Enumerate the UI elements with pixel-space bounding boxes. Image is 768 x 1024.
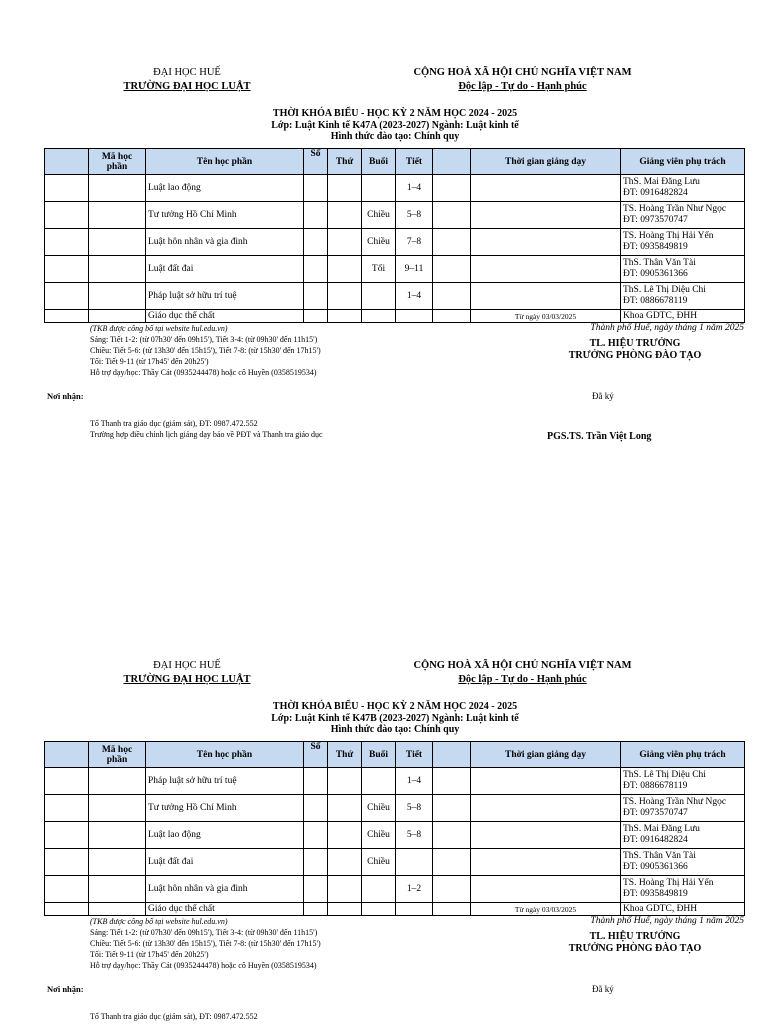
table-cell — [304, 876, 328, 903]
training-form: Hình thức đào tạo: Chính quy — [330, 131, 460, 142]
table-cell: Luật hôn nhân và gia đình — [146, 229, 304, 256]
table-cell: 1–4 — [396, 175, 433, 202]
column-header: Tên học phần — [146, 742, 304, 768]
table-cell — [45, 903, 89, 916]
lecturer-name: TS. Hoàng Trần Như Ngọc — [623, 797, 727, 807]
note-toi: Tối: Tiết 9-11 (từ 17h45' đến 20h25') — [90, 950, 209, 959]
header-right — [390, 659, 655, 687]
table-cell — [471, 256, 621, 283]
lecturer-name: ThS. Thân Văn Tài — [623, 258, 696, 268]
table-cell — [328, 849, 362, 876]
note-chieu: Chiều: Tiết 5-6: (từ 13h30' đến 15h15'), Tiết 7-8: (từ 15h30' đến 17h15') — [90, 939, 321, 948]
sign-tl: TL. HIỆU TRƯỞNG — [589, 931, 681, 942]
table-cell — [621, 256, 745, 283]
table-cell: Tư tưởng Hồ Chí Minh — [146, 795, 304, 822]
table-cell — [328, 822, 362, 849]
table-cell — [328, 310, 362, 323]
table-row — [45, 768, 745, 795]
university-name: ĐẠI HỌC HUẾ — [153, 660, 221, 671]
column-header: Tiết — [396, 149, 433, 175]
column-header: Thứ — [328, 742, 362, 768]
notes — [90, 916, 470, 971]
table-cell — [304, 822, 328, 849]
sign-tl: TL. HIỆU TRƯỞNG — [589, 338, 681, 349]
table-cell: Luật đất đai — [146, 256, 304, 283]
table-cell — [89, 256, 146, 283]
table-cell: Từ ngày 03/03/2025 — [471, 310, 621, 323]
table-body — [45, 768, 745, 916]
table-cell — [45, 229, 89, 256]
table-cell: 7–8 — [396, 229, 433, 256]
lecturer-phone: ĐT: 0916482824 — [623, 188, 688, 198]
table-cell — [89, 903, 146, 916]
note-thanhtra: Tổ Thanh tra giáo dục (giám sát), ĐT: 0987.472.552 — [90, 1012, 258, 1021]
table-cell — [471, 849, 621, 876]
lecturer-name: TS. Hoàng Trần Như Ngọc — [623, 204, 727, 214]
training-form: Hình thức đào tạo: Chính quy — [330, 724, 460, 735]
lecturer-phone: ĐT: 0935849819 — [623, 242, 688, 252]
lecturer-name: ThS. Lê Thị Diệu Chi — [623, 285, 706, 295]
table-cell — [45, 876, 89, 903]
header-right — [390, 66, 655, 94]
table-cell: Chiều — [362, 822, 396, 849]
table-cell — [471, 876, 621, 903]
table-cell: Luật lao động — [146, 822, 304, 849]
school-name: TRƯỜNG ĐẠI HỌC LUẬT — [123, 674, 251, 685]
signer-name: PGS.TS. Trần Việt Long — [547, 431, 652, 442]
table-cell — [433, 795, 471, 822]
table-cell: 1–4 — [396, 283, 433, 310]
table-cell — [89, 849, 146, 876]
sign-office: TRƯỞNG PHÒNG ĐÀO TẠO — [568, 350, 702, 361]
signed-label: Đã ký — [592, 391, 614, 401]
table-row — [45, 283, 745, 310]
table-cell — [471, 283, 621, 310]
table-cell — [433, 876, 471, 903]
lecturer-phone: ĐT: 0886678119 — [623, 296, 688, 306]
column-header — [45, 742, 89, 768]
table-cell: Khoa GDTC, ĐHH — [621, 310, 745, 323]
table-cell — [621, 795, 745, 822]
table-cell — [45, 202, 89, 229]
lecturer-phone: ĐT: 0973570747 — [623, 808, 688, 818]
table-cell — [328, 175, 362, 202]
column-header: Thời gian giảng dạy — [471, 742, 621, 768]
table-cell — [328, 768, 362, 795]
table-cell: Luật lao động — [146, 175, 304, 202]
signature-block — [520, 915, 750, 955]
table-cell — [621, 876, 745, 903]
table-cell — [433, 256, 471, 283]
noi-nhan: Nơi nhận: — [47, 984, 84, 994]
table-cell — [89, 229, 146, 256]
table-cell — [433, 822, 471, 849]
school-name: TRƯỜNG ĐẠI HỌC LUẬT — [123, 81, 251, 92]
table-cell — [396, 849, 433, 876]
table-row — [45, 822, 745, 849]
table-cell: Chiều — [362, 849, 396, 876]
column-header: Số — [304, 149, 328, 175]
table-cell — [304, 903, 328, 916]
sign-office: TRƯỞNG PHÒNG ĐÀO TẠO — [568, 943, 702, 954]
lecturer-phone: ĐT: 0916482824 — [623, 835, 688, 845]
column-header: Buổi — [362, 149, 396, 175]
column-header — [45, 149, 89, 175]
table-cell: Luật hôn nhân và gia đình — [146, 876, 304, 903]
table-cell: 9–11 — [396, 256, 433, 283]
table-cell — [89, 795, 146, 822]
column-header: Giảng viên phụ trách — [621, 149, 745, 175]
lecturer-phone: ĐT: 0973570747 — [623, 215, 688, 225]
column-header: Tiết — [396, 742, 433, 768]
table-cell — [433, 849, 471, 876]
lecturer-phone: ĐT: 0935849819 — [623, 889, 688, 899]
note-chieu: Chiều: Tiết 5-6: (từ 13h30' đến 15h15'), Tiết 7-8: (từ 15h30' đến 17h15') — [90, 346, 321, 355]
table-cell — [328, 903, 362, 916]
table-cell: Tư tưởng Hồ Chí Minh — [146, 202, 304, 229]
noi-nhan: Nơi nhận: — [47, 391, 84, 401]
notes — [90, 323, 470, 378]
class-line: Lớp: Luật Kinh tế K47A (2023-2027) Ngành: Luật kinh tế — [271, 119, 519, 131]
column-header: Tên học phần — [146, 149, 304, 175]
table-cell — [433, 175, 471, 202]
table-row — [45, 310, 745, 323]
table-cell — [45, 283, 89, 310]
table-cell — [471, 229, 621, 256]
sign-date: Thành phố Huế, ngày tháng 1 năm 2025 — [590, 916, 744, 926]
table-cell — [433, 229, 471, 256]
table-header — [45, 742, 745, 768]
note-dieuchinh: Trường hợp điều chỉnh lịch giảng dạy báo về PĐT và Thanh tra giáo dục — [90, 430, 323, 439]
table-cell — [89, 202, 146, 229]
table-cell — [362, 876, 396, 903]
table-row — [45, 849, 745, 876]
table-cell — [621, 229, 745, 256]
university-name: ĐẠI HỌC HUẾ — [153, 67, 221, 78]
table-cell — [45, 310, 89, 323]
extra-notes — [90, 1011, 258, 1022]
schedule-table — [44, 741, 745, 916]
table-cell — [621, 822, 745, 849]
table-cell — [89, 310, 146, 323]
table-cell — [433, 310, 471, 323]
signature-block — [520, 322, 750, 362]
title-block — [200, 108, 590, 143]
motto: Độc lập - Tự do - Hạnh phúc — [458, 81, 587, 92]
note-website: (TKB được công bố tại website hul.edu.vn) — [90, 324, 228, 333]
lecturer-name: ThS. Thân Văn Tài — [623, 851, 696, 861]
table-cell: Chiều — [362, 795, 396, 822]
table-cell: 1–4 — [396, 768, 433, 795]
table-cell — [45, 822, 89, 849]
table-cell: Chiều — [362, 202, 396, 229]
table-cell — [45, 175, 89, 202]
table-row — [45, 876, 745, 903]
table-cell — [304, 229, 328, 256]
schedule-title: THỜI KHÓA BIỂU - HỌC KỲ 2 NĂM HỌC 2024 - 2025 — [272, 701, 518, 712]
column-header: Mã học phần — [89, 742, 146, 768]
header-left — [102, 659, 272, 687]
table-cell — [328, 283, 362, 310]
table-header — [45, 149, 745, 175]
table-cell: Giáo dục thể chất — [146, 903, 304, 916]
table-cell: 1–2 — [396, 876, 433, 903]
table-cell — [89, 822, 146, 849]
signed-label: Đã ký — [592, 984, 614, 994]
table-body — [45, 175, 745, 323]
table-cell — [621, 283, 745, 310]
table-cell — [433, 903, 471, 916]
table-cell — [45, 849, 89, 876]
schedule-table — [44, 148, 745, 323]
table-row — [45, 795, 745, 822]
column-header: Giảng viên phụ trách — [621, 742, 745, 768]
table-cell — [45, 256, 89, 283]
table-cell — [328, 256, 362, 283]
table-cell: Giáo dục thể chất — [146, 310, 304, 323]
table-row — [45, 903, 745, 916]
note-sang: Sáng: Tiết 1-2: (từ 07h30' đến 09h15'), Tiết 3-4: (từ 09h30' đến 11h15') — [90, 928, 318, 937]
lecturer-name: ThS. Lê Thị Diệu Chi — [623, 770, 706, 780]
table-row — [45, 229, 745, 256]
table-cell — [433, 202, 471, 229]
table-row — [45, 202, 745, 229]
table-cell — [89, 283, 146, 310]
table-cell — [304, 310, 328, 323]
table-cell: 5–8 — [396, 795, 433, 822]
motto: Độc lập - Tự do - Hạnh phúc — [458, 674, 587, 685]
table-cell — [89, 876, 146, 903]
table-cell: Pháp luật sở hữu trí tuệ — [146, 283, 304, 310]
table-cell — [471, 175, 621, 202]
note-website: (TKB được công bố tại website hul.edu.vn) — [90, 917, 228, 926]
table-cell: 5–8 — [396, 822, 433, 849]
table-cell — [89, 768, 146, 795]
table-cell: Từ ngày 03/03/2025 — [471, 903, 621, 916]
header-left — [102, 66, 272, 94]
extra-notes — [90, 418, 323, 440]
table-cell — [328, 202, 362, 229]
title-block — [200, 701, 590, 736]
table-cell — [621, 175, 745, 202]
lecturer-name: ThS. Mai Đăng Lưu — [623, 824, 700, 834]
column-header: Thời gian giảng dạy — [471, 149, 621, 175]
lecturer-name: ThS. Mai Đăng Lưu — [623, 177, 700, 187]
country-name: CỘNG HOÀ XÃ HỘI CHỦ NGHĨA VIỆT NAM — [413, 67, 632, 78]
table-cell — [89, 175, 146, 202]
table-cell: Khoa GDTC, ĐHH — [621, 903, 745, 916]
table-cell — [304, 768, 328, 795]
table-cell — [45, 795, 89, 822]
column-header: Buổi — [362, 742, 396, 768]
table-cell — [45, 768, 89, 795]
table-cell — [328, 229, 362, 256]
column-header — [433, 149, 471, 175]
table-cell — [328, 795, 362, 822]
table-cell — [471, 202, 621, 229]
table-cell — [304, 175, 328, 202]
table-cell — [396, 310, 433, 323]
schedule-title: THỜI KHÓA BIỂU - HỌC KỲ 2 NĂM HỌC 2024 - 2025 — [272, 108, 518, 119]
lecturer-phone: ĐT: 0905361366 — [623, 862, 688, 872]
table-row — [45, 175, 745, 202]
table-cell — [433, 768, 471, 795]
table-cell — [362, 283, 396, 310]
country-name: CỘNG HOÀ XÃ HỘI CHỦ NGHĨA VIỆT NAM — [413, 660, 632, 671]
table-cell — [362, 310, 396, 323]
table-cell — [396, 903, 433, 916]
column-header: Số — [304, 742, 328, 768]
class-line: Lớp: Luật Kinh tế K47B (2023-2027) Ngành: Luật kinh tế — [271, 712, 519, 724]
table-cell — [362, 175, 396, 202]
table-cell — [433, 283, 471, 310]
table-row — [45, 256, 745, 283]
table-cell: Tối — [362, 256, 396, 283]
lecturer-phone: ĐT: 0905361366 — [623, 269, 688, 279]
table-cell: Luật đất đai — [146, 849, 304, 876]
table-cell: 5–8 — [396, 202, 433, 229]
table-cell — [304, 795, 328, 822]
table-cell — [362, 903, 396, 916]
lecturer-name: TS. Hoàng Thị Hải Yến — [623, 231, 714, 241]
table-cell — [621, 202, 745, 229]
table-cell — [471, 822, 621, 849]
table-cell — [328, 876, 362, 903]
note-thanhtra: Tổ Thanh tra giáo dục (giám sát), ĐT: 0987.472.552 — [90, 419, 258, 428]
table-cell — [621, 768, 745, 795]
column-header — [433, 742, 471, 768]
note-hotro: Hỗ trợ dạy/học: Thầy Cát (0935244478) hoặc cô Huyền (0358519534) — [90, 961, 317, 970]
table-cell: Chiều — [362, 229, 396, 256]
column-header: Mã học phần — [89, 149, 146, 175]
table-cell — [362, 768, 396, 795]
table-cell — [471, 768, 621, 795]
table-cell — [304, 202, 328, 229]
table-cell — [304, 283, 328, 310]
column-header: Thứ — [328, 149, 362, 175]
table-cell — [621, 849, 745, 876]
note-sang: Sáng: Tiết 1-2: (từ 07h30' đến 09h15'), Tiết 3-4: (từ 09h30' đến 11h15') — [90, 335, 318, 344]
sign-date: Thành phố Huế, ngày tháng 1 năm 2025 — [590, 323, 744, 333]
lecturer-phone: ĐT: 0886678119 — [623, 781, 688, 791]
note-toi: Tối: Tiết 9-11 (từ 17h45' đến 20h25') — [90, 357, 209, 366]
table-cell — [304, 849, 328, 876]
lecturer-name: TS. Hoàng Thị Hải Yến — [623, 878, 714, 888]
table-cell: Pháp luật sở hữu trí tuệ — [146, 768, 304, 795]
table-cell — [304, 256, 328, 283]
table-cell — [471, 795, 621, 822]
note-hotro: Hỗ trợ dạy/học: Thầy Cát (0935244478) hoặc cô Huyền (0358519534) — [90, 368, 317, 377]
